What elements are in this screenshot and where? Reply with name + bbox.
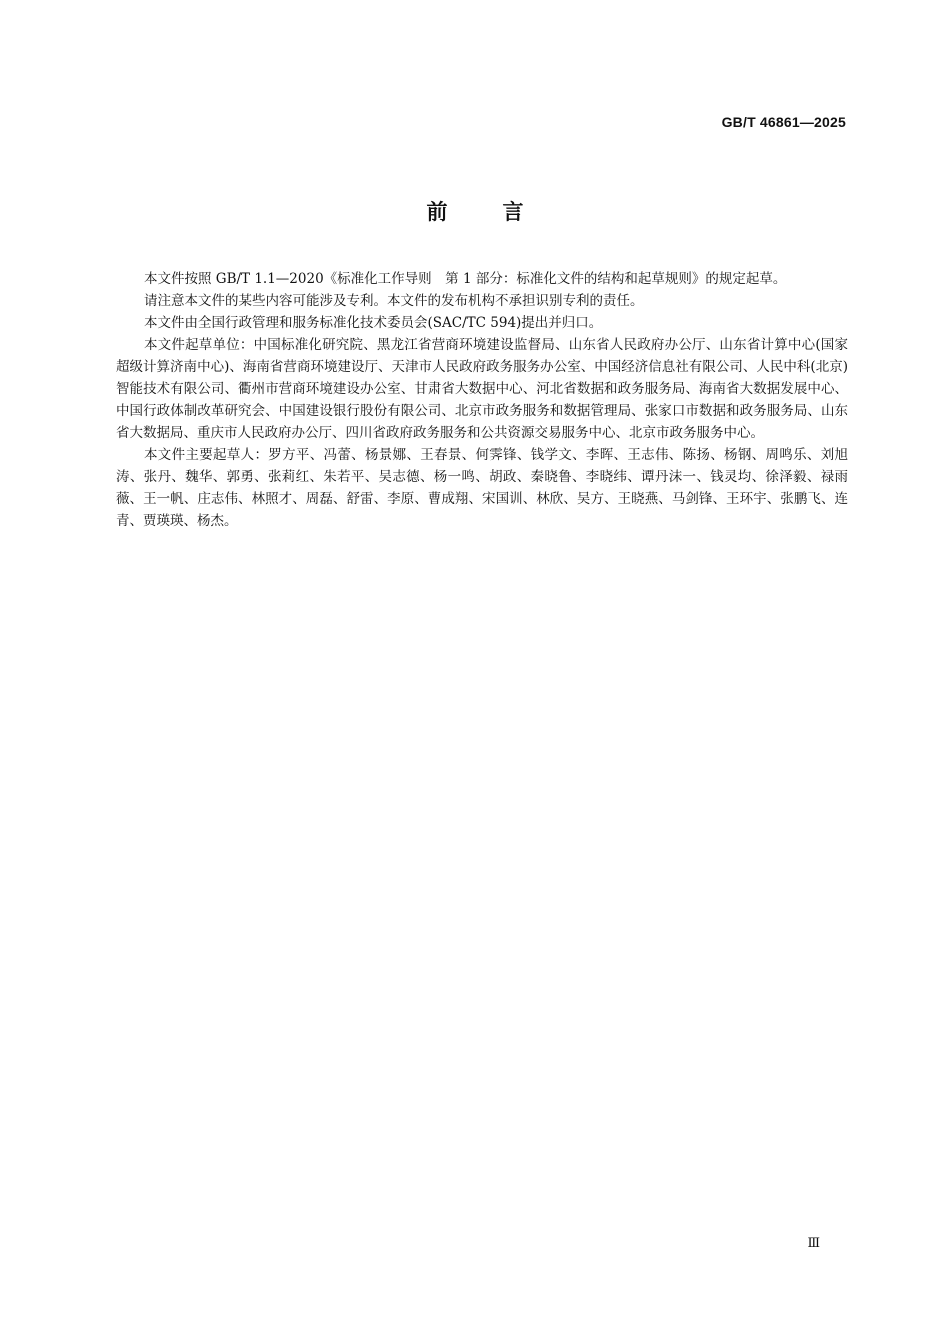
foreword-body <box>116 268 848 532</box>
standard-code: GB/T 46861—2025 <box>721 114 846 130</box>
page-title: 前言 <box>426 200 579 224</box>
paragraph-proposer: 本文件由全国行政管理和服务标准化技术委员会(SAC/TC 594)提出并归口。 <box>144 315 603 331</box>
paragraph-patent-notice: 请注意本文件的某些内容可能涉及专利。本文件的发布机构不承担识别专利的责任。 <box>144 293 644 309</box>
paragraph-drafters: 本文件主要起草人：罗方平、冯蕾、杨景娜、王春景、何霁锋、钱学文、李晖、王志伟、陈扬、杨钢、周鸣乐、刘旭涛、张丹、魏华、郭勇、张莉红、朱若平、吴志德、杨一鸣、胡政、秦晓鲁、李晓纬、谭丹沫一、钱灵均、徐泽毅、禄雨薇、王一帆、庄志伟、林照才、周磊、舒雷、李原、曹成翔、宋国训、林欣、吴方、王晓燕、马剑锋、王环宇、张鹏飞、连青、贾瑛瑛、杨杰。 <box>116 447 848 529</box>
paragraph-drafting-units: 本文件起草单位：中国标准化研究院、黑龙江省营商环境建设监督局、山东省人民政府办公厅、山东省计算中心(国家超级计算济南中心)、海南省营商环境建设厅、天津市人民政府政务服务办公室、中国经济信息社有限公司、人民中科(北京)智能技术有限公司、衢州市营商环境建设办公室、甘肃省大数据中心、河北省数据和政务服务局、海南省大数据发展中心、中国行政体制改革研究会、中国建设银行股份有限公司、北京市政务服务和数据管理局、张家口市数据和政务服务局、山东省大数据局、重庆市人民政府办公厅、四川省政府政务服务和公共资源交易服务中心、北京市政务服务中心。 <box>116 337 848 441</box>
paragraph-drafting-rules: 本文件按照 GB/T 1.1—2020《标准化工作导则 第 1 部分：标准化文件的结构和起草规则》的规定起草。 <box>144 271 787 287</box>
page-number: Ⅲ <box>807 1236 820 1251</box>
